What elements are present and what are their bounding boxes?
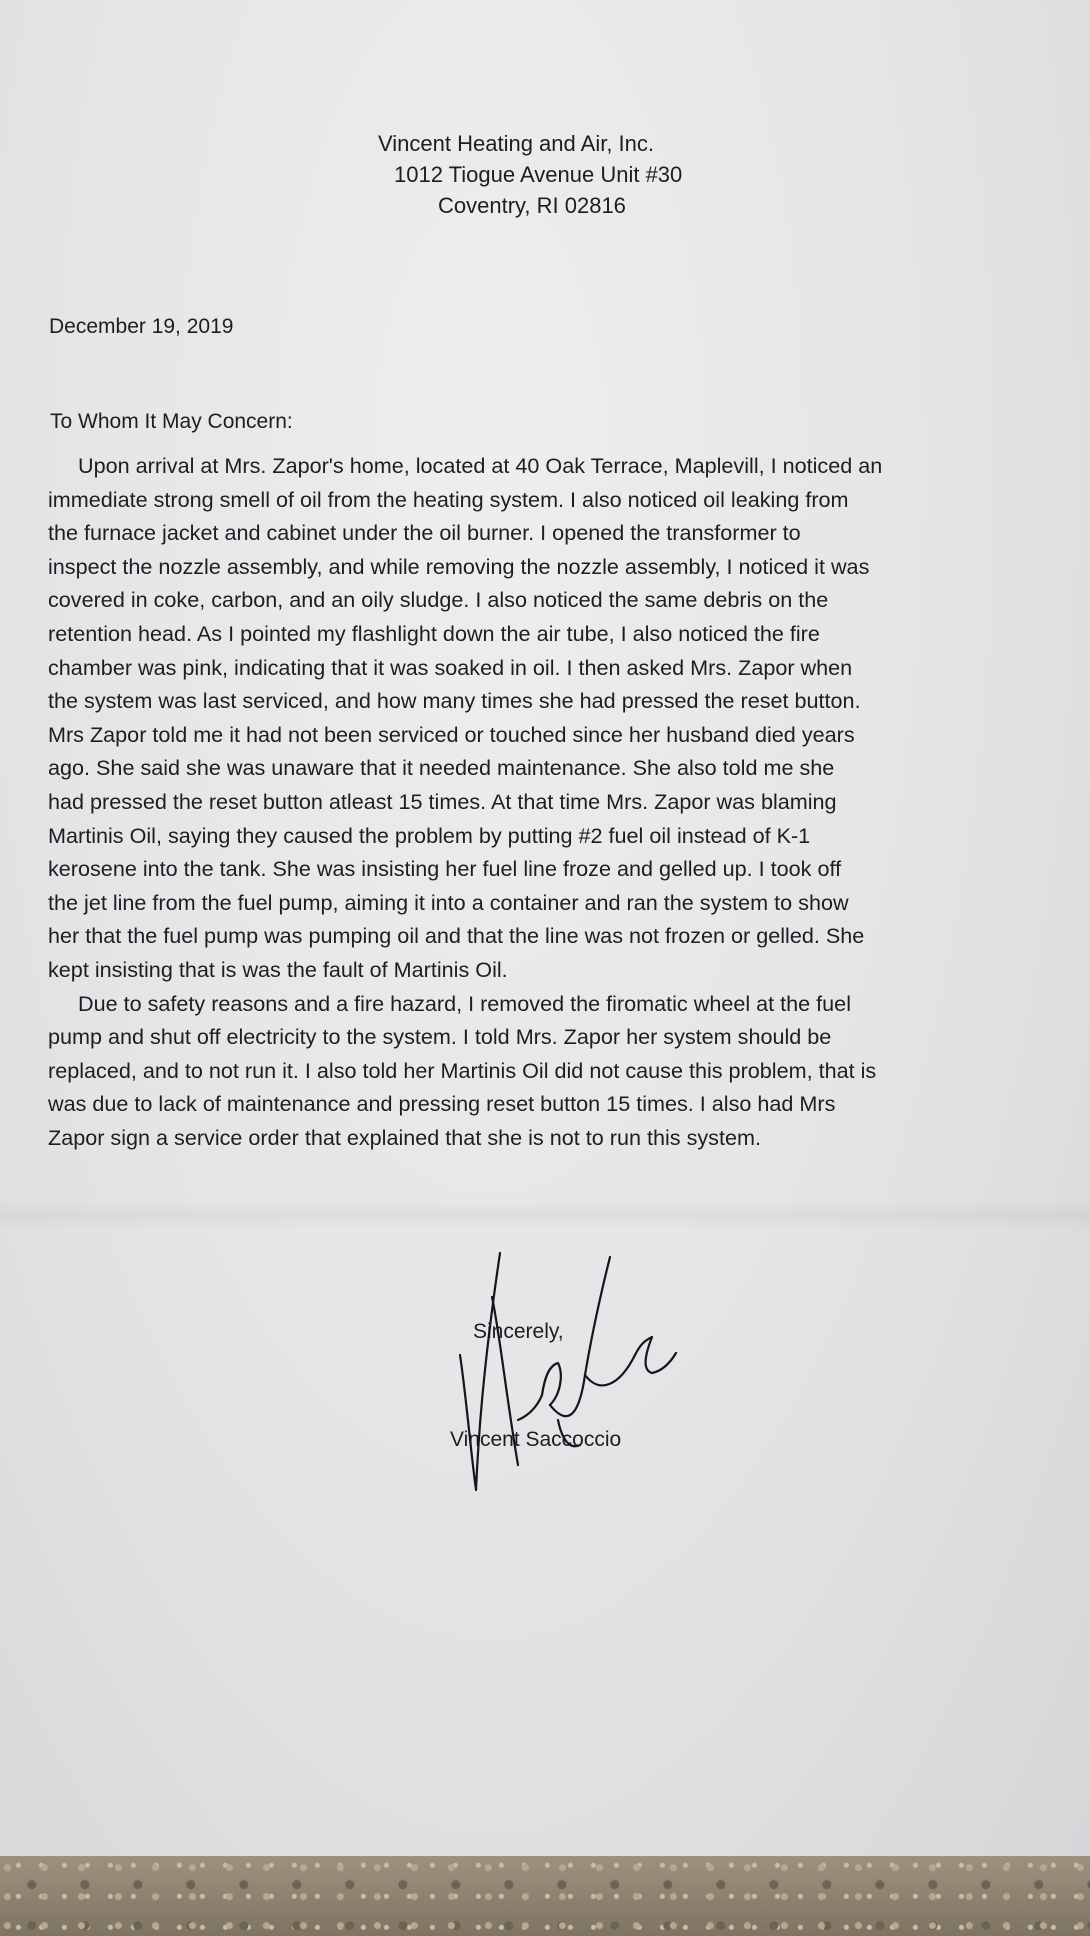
company-city: Coventry, RI 02816 (438, 193, 626, 218)
body-line: had pressed the reset button atleast 15 times. At that time Mrs. Zapor was blaming (48, 788, 837, 814)
body-line: Upon arrival at Mrs. Zapor's home, located at 40 Oak Terrace, Maplevill, I noticed an (78, 453, 883, 478)
body-line: her that the fuel pump was pumping oil and that the line was not frozen or gelled. She (48, 923, 865, 949)
body-line: inspect the nozzle assembly, and while removing the nozzle assembly, I noticed it was (48, 553, 870, 579)
body-line: retention head. As I pointed my flashlight down the air tube, I also noticed the fire (48, 620, 820, 646)
body-line: Due to safety reasons and a fire hazard, I removed the firomatic wheel at the fuel (78, 990, 851, 1016)
body-line: kerosene into the tank. She was insisting her fuel line froze and gelled up. I took off (48, 856, 842, 882)
body-line: was due to lack of maintenance and pressing reset button 15 times. I also had Mrs (48, 1091, 836, 1117)
body-line: immediate strong smell of oil from the heating system. I also noticed oil leaking from (48, 486, 849, 512)
company-street: 1012 Tiogue Avenue Unit #30 (394, 162, 683, 187)
letter-date: December 19, 2019 (49, 315, 234, 338)
body-line: replaced, and to not run it. I also told her Martinis Oil did not cause this problem, that is (48, 1057, 877, 1083)
letterhead (378, 128, 682, 221)
signer-name: Vincent Saccoccio (450, 1428, 622, 1451)
body-line: Martinis Oil, saying they caused the problem by putting #2 fuel oil instead of K-1 (48, 822, 811, 848)
paragraph-1 (48, 449, 1078, 987)
body-line: pump and shut off electricity to the system. I told Mrs. Zapor her system should be (48, 1024, 832, 1050)
body-line: kept insisting that is was the fault of Martinis Oil. (48, 956, 508, 982)
body-line: covered in coke, carbon, and an oily sludge. I also noticed the same debris on the (48, 587, 829, 613)
body-line: the furnace jacket and cabinet under the oil burner. I opened the transformer to (48, 520, 801, 546)
letter-body (48, 449, 1078, 1154)
closing: Sincerely, (473, 1320, 564, 1343)
salutation: To Whom It May Concern: (50, 410, 293, 433)
body-line: the jet line from the fuel pump, aiming it into a container and ran the system to show (48, 889, 849, 915)
body-line: the system was last serviced, and how many times she had pressed the reset button. (48, 688, 861, 714)
countertop-background (0, 1856, 1090, 1936)
body-line: chamber was pink, indicating that it was soaked in oil. I then asked Mrs. Zapor when (48, 654, 853, 680)
body-line: Zapor sign a service order that explained that she is not to run this system. (48, 1124, 761, 1150)
body-line: ago. She said she was unaware that it needed maintenance. She also told me she (48, 755, 835, 781)
handwritten-signature (430, 1245, 720, 1505)
body-line: Mrs Zapor told me it had not been serviced or touched since her husband died years (48, 721, 855, 747)
paragraph-2 (48, 987, 1078, 1155)
company-name: Vincent Heating and Air, Inc. (378, 131, 654, 156)
